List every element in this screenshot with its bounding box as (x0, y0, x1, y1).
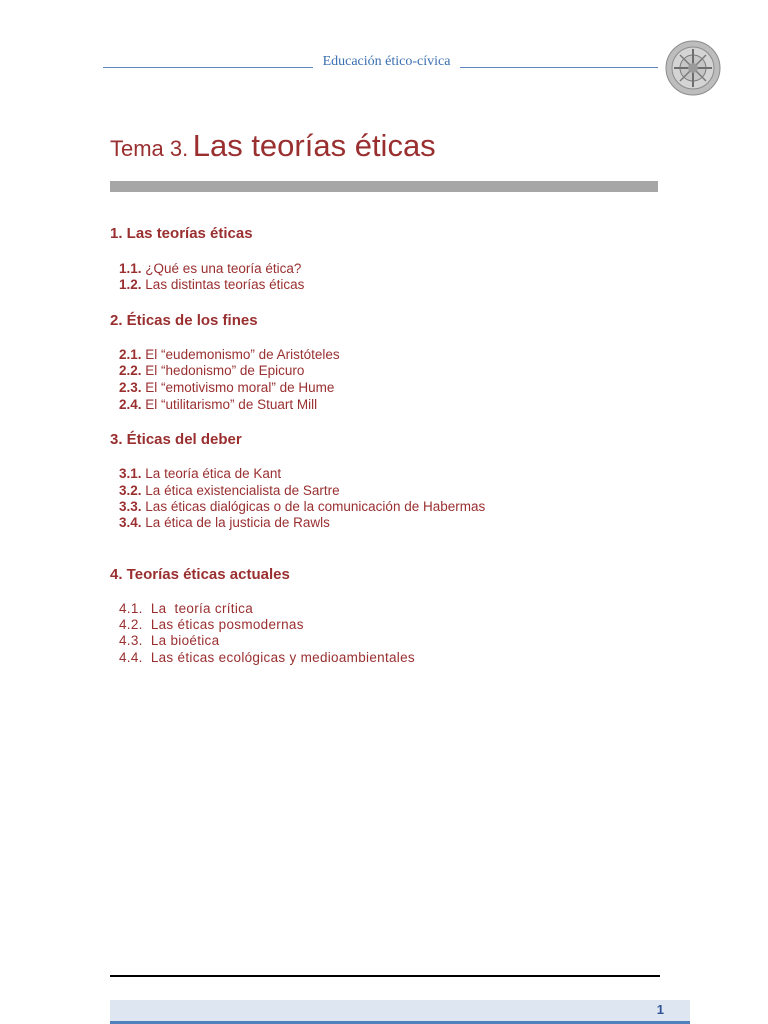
toc-entry: 4.3. La bioética (119, 633, 220, 648)
toc-entry-number: 2.2. (119, 363, 142, 378)
toc-entry: 4.4. Las éticas ecológicas y medioambientales (119, 650, 415, 665)
footer-rule (110, 975, 660, 977)
toc-entry: 4.1. La teoría crítica (119, 601, 254, 616)
page-number: 1 (656, 1002, 664, 1017)
toc-entry-number: 2.1. (119, 347, 142, 362)
title-prefix: Tema 3. (110, 136, 189, 161)
university-seal-icon (665, 40, 721, 96)
toc-entry-number: 2.3. (119, 380, 142, 395)
toc-entry-text: El “eudemonismo” de Aristóteles (145, 347, 340, 362)
page-title (110, 128, 436, 164)
toc-entry-text: La ética de la justicia de Rawls (145, 515, 330, 530)
toc-entry-number: 1.2. (119, 277, 142, 292)
title-underline-bar (110, 181, 658, 192)
toc-entry-number: 3.3. (119, 499, 142, 514)
section-heading: 2. Éticas de los fines (110, 312, 258, 329)
toc-entry (119, 261, 301, 276)
toc-entry-text: El “utilitarismo” de Stuart Mill (145, 397, 318, 412)
toc-entry-text: La teoría ética de Kant (145, 466, 282, 481)
toc-entry: 4.2. Las éticas posmodernas (119, 617, 304, 632)
title-main: Las teorías éticas (192, 128, 436, 163)
toc-entry-text: La ética existencialista de Sartre (145, 483, 340, 498)
toc-entry (119, 347, 340, 362)
toc-entry-text: El “hedonismo” de Epicuro (145, 363, 305, 378)
footer-band (110, 1000, 690, 1024)
toc-entry (119, 483, 340, 498)
toc-entry-text: Las éticas dialógicas o de la comunicación de Habermas (145, 499, 486, 514)
toc-entry-number: 2.4. (119, 397, 142, 412)
toc-entry (119, 466, 281, 481)
section-heading: 3. Éticas del deber (110, 431, 242, 448)
toc-entry-text: El “emotivismo moral” de Hume (145, 380, 335, 395)
header-rule-right (460, 67, 658, 68)
section-heading: 4. Teorías éticas actuales (110, 566, 290, 583)
toc-entry (119, 363, 304, 378)
toc-entry (119, 380, 334, 395)
toc-entry-number: 3.1. (119, 466, 142, 481)
toc-entry-number: 3.4. (119, 515, 142, 530)
toc-entry (119, 277, 304, 292)
header-title: Educación ético-cívica (322, 54, 451, 69)
toc-entry-text: ¿Qué es una teoría ética? (145, 261, 302, 276)
section-heading: 1. Las teorías éticas (110, 225, 253, 242)
toc-entry (119, 397, 317, 412)
toc-entry (119, 499, 485, 514)
toc-entry-text: Las distintas teorías éticas (145, 277, 305, 292)
toc-entry (119, 515, 330, 530)
toc-entry-number: 1.1. (119, 261, 142, 276)
header-rule-left (103, 67, 313, 68)
toc-entry-number: 3.2. (119, 483, 142, 498)
